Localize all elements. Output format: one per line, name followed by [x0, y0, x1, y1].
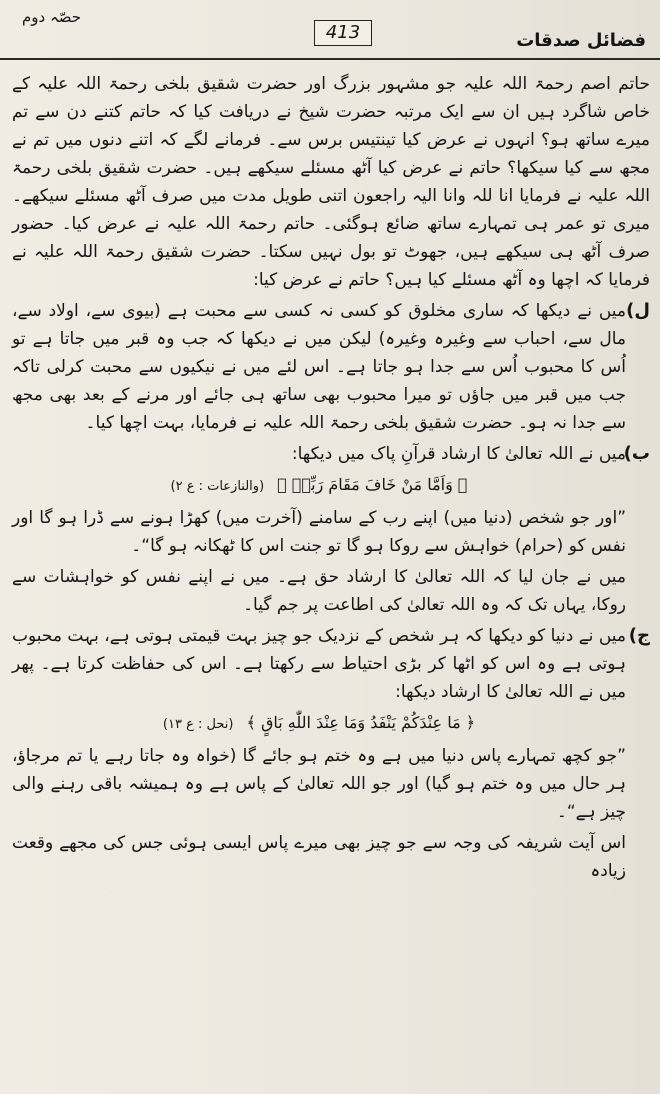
- verse-translation: ”اور جو شخص (دنیا میں) اپنے رب کے سامنے (آخرت میں) کھڑا ہونے سے ڈرا ہو گا اور نفس کو (حرام) خواہش سے روکا ہو گا تو جنت اس کا ٹھکانہ ہو گا“۔: [12, 508, 626, 556]
- list-item-2: [12, 440, 650, 619]
- page-number: 413: [314, 20, 372, 46]
- quran-verse: [12, 471, 626, 501]
- item-conclusion: میں نے جان لیا کہ اللہ تعالیٰ کا ارشاد حق ہے۔ میں نے اپنے نفس کو خواہشات سے روکا، یہاں تک کہ وہ اللہ تعالیٰ کی اطاعت پر جم گیا۔: [12, 567, 626, 615]
- item-marker: ج): [628, 625, 650, 646]
- book-title: فضائل صدقات: [516, 30, 646, 51]
- intro-paragraph: حاتم اصم رحمۃ اللہ علیہ جو مشہور بزرگ اور حضرت شقیق بلخی رحمۃ اللہ علیہ کے خاص شاگرد ہیں ان سے ایک مرتبہ حضرت شیخ نے دریافت کیا کہ حاتم کتنے دن سے تم میرے ساتھ ہو؟ انہوں نے عرض کیا تینتیس برس سے۔ فرمانے لگے کہ اتنے دنوں میں تم نے مجھ سے کیا سیکھا؟ حاتم نے عرض کیا آٹھ مسئلے سیکھے ہیں۔ حضرت شقیق بلخی رحمۃ اللہ علیہ نے فرمایا انا للہ وانا الیہ راجعون اتنی طویل مدت میں صرف آٹھ مسئلے سیکھے۔ میری تو عمر ہی تمہارے ساتھ ضائع ہوگئی۔ حاتم رحمۃ اللہ علیہ نے عرض کیا۔ حضور صرف آٹھ ہی سیکھے ہیں، جھوٹ تو بول نہیں سکتا۔ حضرت شقیق رحمۃ اللہ علیہ نے فرمایا کہ اچھا وہ آٹھ مسئلے کیا ہیں؟ حاتم نے عرض کیا:: [12, 74, 650, 290]
- verse-reference: (نحل : ع ۱۳): [162, 717, 234, 732]
- page-body: [12, 70, 650, 1094]
- verse-text: ﴿ مَا عِنْدَكُمْ يَنْفَدُ وَمَا عِنْدَ اللّٰهِ بَاقٍ ﴾: [246, 713, 476, 732]
- item-conclusion: اس آیت شریفہ کی وجہ سے جو چیز بھی میرے پاس ایسی ہوئی جس کی مجھے وقعت زیادہ: [12, 833, 626, 881]
- verse-reference: (والنازعات : ع ۲): [170, 479, 265, 494]
- item-marker: ب): [623, 443, 650, 464]
- item-text: میں نے دیکھا کہ ساری مخلوق کو کسی نہ کسی سے محبت ہے (بیوی سے، اولاد سے، مال سے، احباب سے وغیرہ وغیرہ) لیکن میں نے دیکھا کہ جب وہ قبر میں جاتا ہے تو اُس کا محبوب اُس سے جدا ہو جاتا ہے۔ اس لئے میں نے نیکیوں سے محبت کرلی تاکہ جب میں قبر میں جاؤں تو میرا محبوب بھی ساتھ ہی جائے اور مرنے کے بعد بھی مجھ سے جدا نہ ہو۔ حضرت شقیق بلخی رحمۃ اللہ علیہ نے فرمایا، بہت اچھا کیا۔: [12, 301, 626, 433]
- part-label: حصّہ دوم: [22, 8, 82, 26]
- item-lead: میں نے دنیا کو دیکھا کہ ہر شخص کے نزدیک جو چیز بہت قیمتی ہوتی ہے، بہت محبوب ہوتی ہے وہ اس کو اٹھا کر بڑی احتیاط سے رکھتا ہے۔ اس کی حفاظت کرتا ہے۔ پھر میں نے اللہ تعالیٰ کا ارشاد دیکھا:: [12, 626, 626, 702]
- list-item-1: [12, 297, 650, 437]
- page-header: [0, 0, 660, 60]
- quran-verse: [12, 709, 626, 739]
- item-lead: میں نے اللہ تعالیٰ کا ارشاد قرآنِ پاک میں دیکھا:: [291, 444, 626, 464]
- verse-translation: ”جو کچھ تمہارے پاس دنیا میں ہے وہ ختم ہو جائے گا (خواہ وہ جاتا رہے یا تم مرجاؤ، ہر حال میں وہ ختم ہو گیا) اور جو اللہ تعالیٰ کے پاس ہے وہ ہمیشہ باقی رہنے والی چیز ہے“۔: [12, 746, 626, 822]
- list-item-3: [12, 622, 650, 885]
- verse-text: ﴿ وَاَمَّا مَنْ خَافَ مَقَامَ رَبِّهٖ ﴾: [277, 475, 468, 494]
- item-marker: ل): [626, 300, 650, 321]
